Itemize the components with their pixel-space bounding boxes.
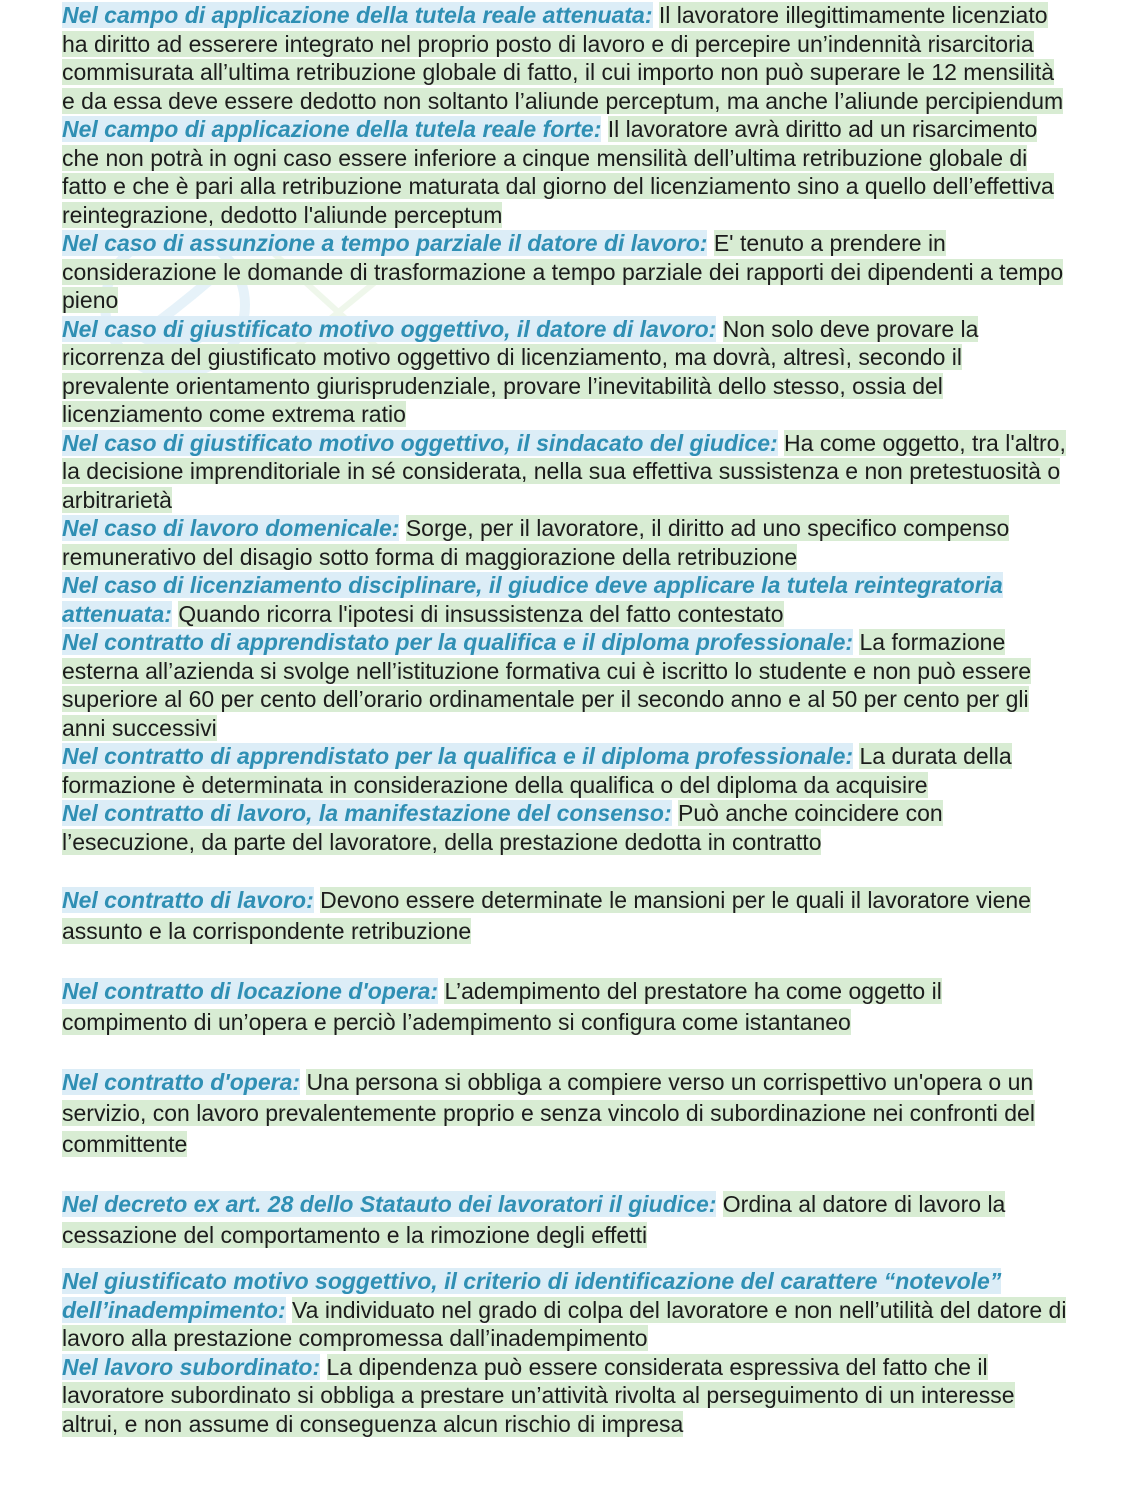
entry-question: Nel contratto di lavoro: bbox=[62, 887, 314, 913]
entry-answer: E' tenuto a prendere in considerazione le domande di trasformazione a tempo parziale dei rapporti dei dipendenti a tempo pieno bbox=[62, 230, 1064, 313]
entry-answer: Il lavoratore avrà diritto ad un risarcimento che non potrà in ogni caso essere inferiore a cinque mensilità dell’ultima retribuzione globale di fatto e che è pari alla retribuzione maturata dal giorno del licenziamento sino a quello dell’effettiva reintegrazione, dedotto l'aliunde perceptum bbox=[62, 116, 1054, 228]
entry-question: Nel caso di assunzione a tempo parziale il datore di lavoro: bbox=[62, 230, 708, 256]
entry-question: Nel caso di giustificato motivo oggettivo, il datore di lavoro: bbox=[62, 315, 717, 342]
entry-1 bbox=[62, 115, 1072, 229]
entry-question: Nel caso di licenziamento disciplinare, il giudice deve applicare la tutela reintegratoria attenuata: bbox=[62, 572, 1003, 627]
entry-answer: Può anche coincidere con l’esecuzione, da parte del lavoratore, della prestazione dedotta in contratto bbox=[62, 800, 943, 855]
entry-answer: Non solo deve provare la ricorrenza del giustificato motivo oggettivo di licenziamento, ma dovrà, altresì, secondo il prevalente orientamento giurisprudenziale, provare l’inevitabilità dello stesso, ossia del licenziamento come extrema ratio bbox=[62, 315, 979, 427]
entry-answer: Va individuato nel grado di colpa del lavoratore e non nell’utilità del datore di lavoro alla prestazione compromessa dall’inadempimento bbox=[62, 1296, 1067, 1351]
entry-question: Nel contratto di locazione d'opera: bbox=[62, 978, 439, 1004]
entry-question: Nel caso di lavoro domenicale: bbox=[62, 515, 400, 541]
entry-question: Nel contratto di apprendistato per la qualifica e il diploma professionale: bbox=[62, 629, 854, 655]
entry-question: Nel giustificato motivo soggettivo, il criterio di identificazione del carattere “notevole” dell’inadempimento: bbox=[62, 1268, 1002, 1323]
entry-0 bbox=[62, 1, 1072, 115]
entry-13 bbox=[62, 1189, 1072, 1251]
entry-question: Nel contratto di apprendistato per la qualifica e il diploma professionale: bbox=[62, 743, 854, 769]
entry-answer: L’adempimento del prestatore ha come oggetto il compimento di un’opera e perciò l’adempimento si configura come istantaneo bbox=[62, 978, 942, 1035]
entry-answer: La dipendenza può essere considerata espressiva del fatto che il lavoratore subordinato si obbliga a prestare un’attività rivolta al perseguimento di un interesse altrui, e non assume di conseguenza alcun rischio di impresa bbox=[62, 1353, 1015, 1437]
entry-answer: Ordina al datore di lavoro la cessazione del comportamento e la rimozione degli effetti bbox=[62, 1191, 1006, 1248]
document-page bbox=[62, 1, 1072, 1438]
entry-2 bbox=[62, 229, 1072, 315]
entry-6 bbox=[62, 571, 1072, 628]
entry-question: Nel campo di applicazione della tutela reale attenuata: bbox=[62, 2, 653, 28]
entry-7 bbox=[62, 628, 1072, 742]
entry-answer: La formazione esterna all’azienda si svolge nell’istituzione formativa cui è iscritto lo studente e non può essere superiore al 60 per cento dell’orario ordinamentale per il secondo anno e al 50 per cento per gli anni successivi bbox=[62, 629, 1032, 741]
entry-14 bbox=[62, 1267, 1072, 1353]
entry-answer: La durata della formazione è determinata in considerazione della qualifica o del diploma da acquisire bbox=[62, 743, 1012, 798]
entry-8 bbox=[62, 742, 1072, 799]
entry-answer: Quando ricorra l'ipotesi di insussistenza del fatto contestato bbox=[178, 600, 784, 627]
entry-answer: Sorge, per il lavoratore, il diritto ad uno specifico compenso remunerativo del disagio sotto forma di maggiorazione della retribuzione bbox=[62, 515, 1010, 570]
entry-answer: Ha come oggetto, tra l'altro, la decisione imprenditoriale in sé considerata, nella sua effettiva sussistenza e non pretestuosità o arbitrarietà bbox=[62, 429, 1066, 513]
entry-answer: Una persona si obbliga a compiere verso un corrispettivo un'opera o un servizio, con lavoro prevalentemente proprio e senza vincolo di subordinazione nei confronti del committente bbox=[62, 1069, 1035, 1157]
entry-15 bbox=[62, 1353, 1072, 1439]
entry-10 bbox=[62, 885, 1072, 947]
entry-question: Nel caso di giustificato motivo oggettivo, il sindacato del giudice: bbox=[62, 429, 778, 456]
entry-question: Nel lavoro subordinato: bbox=[62, 1353, 321, 1380]
entry-answer: Il lavoratore illegittimamente licenziato ha diritto ad esserere integrato nel proprio posto di lavoro e di percepire un’indennità risarcitoria commisurata all’ultima retribuzione globale di fatto, il cui importo non può superare le 12 mensilità e da essa deve essere dedotto non soltanto l’aliunde perceptum, ma anche l’aliunde percipiendum bbox=[62, 2, 1064, 114]
entry-5 bbox=[62, 514, 1072, 571]
entry-question: Nel campo di applicazione della tutela reale forte: bbox=[62, 116, 602, 142]
entry-11 bbox=[62, 976, 1072, 1038]
entry-question: Nel decreto ex art. 28 dello Statauto dei lavoratori il giudice: bbox=[62, 1191, 717, 1217]
entry-4 bbox=[62, 429, 1072, 515]
entry-3 bbox=[62, 315, 1072, 429]
entry-question: Nel contratto d'opera: bbox=[62, 1069, 301, 1095]
entry-12 bbox=[62, 1067, 1072, 1160]
entry-question: Nel contratto di lavoro, la manifestazione del consenso: bbox=[62, 800, 672, 826]
entry-answer: Devono essere determinate le mansioni per le quali il lavoratore viene assunto e la corrispondente retribuzione bbox=[62, 887, 1031, 944]
entry-9 bbox=[62, 799, 1072, 856]
